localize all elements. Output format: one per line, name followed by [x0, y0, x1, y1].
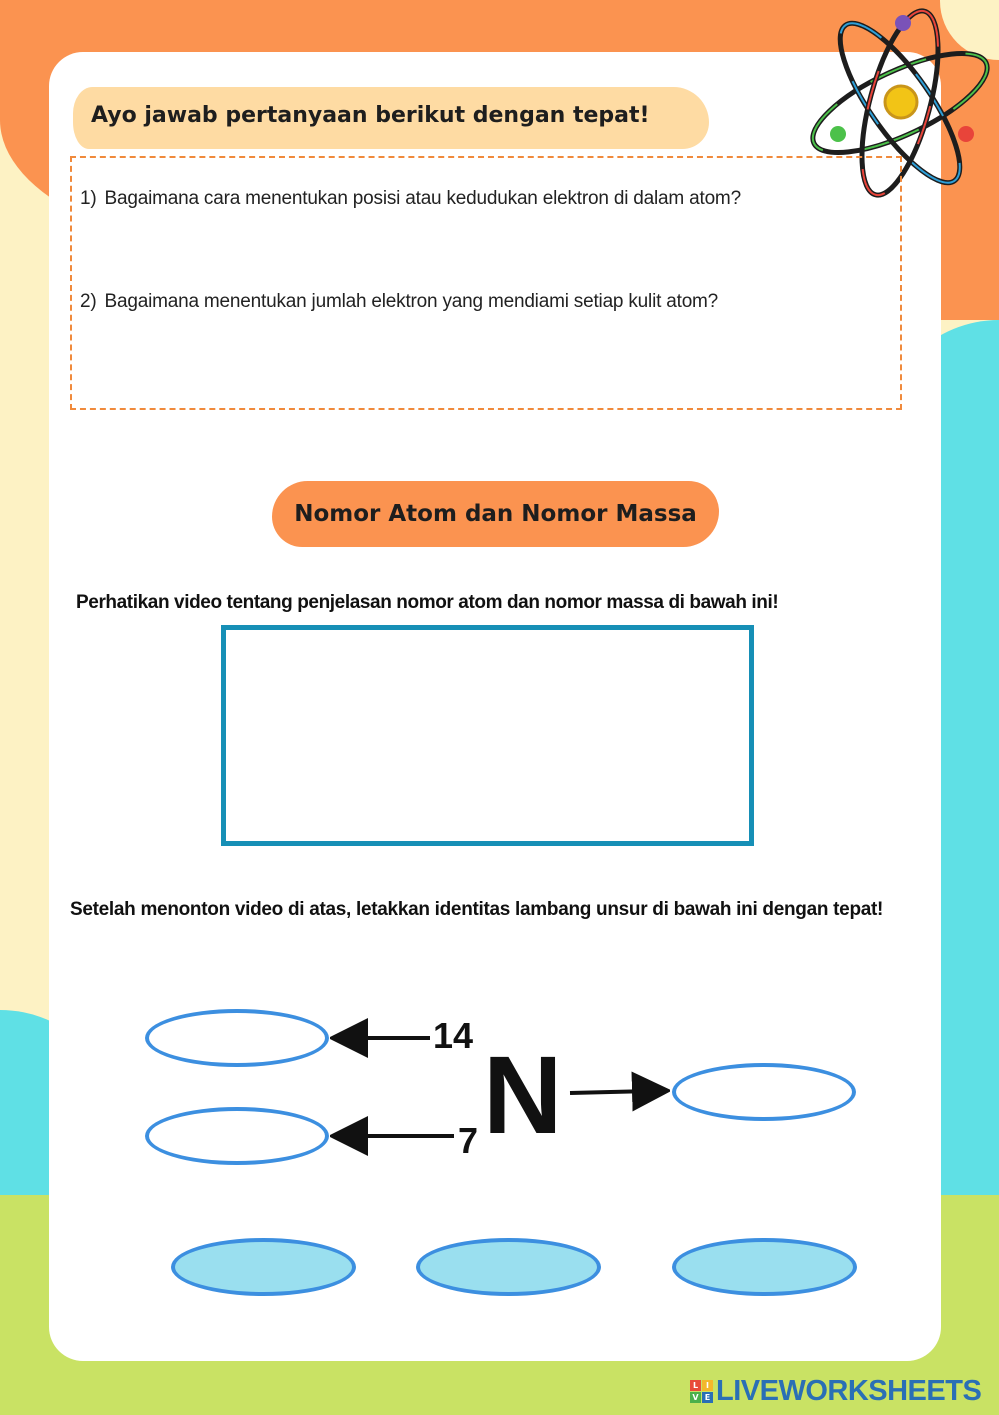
section-title: Nomor Atom dan Nomor Massa: [272, 481, 719, 547]
drop-target-mass-number[interactable]: [145, 1009, 329, 1067]
mass-number-label: 14: [433, 1015, 474, 1056]
question-1: [80, 188, 741, 210]
liveworksheets-wordmark: LIVEWORKSHEETS: [716, 1374, 982, 1407]
liveworksheets-logo: [690, 1373, 981, 1409]
question-2: [80, 291, 718, 313]
element-notation-diagram: [330, 1010, 670, 1170]
answer-chip-3[interactable]: [672, 1238, 857, 1296]
video-player[interactable]: [221, 625, 754, 846]
atomic-number-label: 7: [458, 1120, 479, 1161]
answer-chip-1[interactable]: [171, 1238, 356, 1296]
drop-target-symbol[interactable]: [672, 1063, 856, 1121]
question-2-number: 2): [80, 291, 97, 312]
questions-header: Ayo jawab pertanyaan berikut dengan tepat!: [73, 87, 709, 149]
video-instruction: Perhatikan video tentang penjelasan nomor atom dan nomor massa di bawah ini!: [76, 592, 779, 613]
arrow-symbol: [570, 1091, 652, 1093]
answer-chip-2[interactable]: [416, 1238, 601, 1296]
liveworksheets-grid-icon: L I V E: [690, 1380, 713, 1403]
question-1-text: Bagaimana cara menentukan posisi atau kedudukan elektron di dalam atom?: [104, 188, 741, 209]
drop-target-atomic-number[interactable]: [145, 1107, 329, 1165]
questions-box: [70, 156, 902, 410]
question-2-text: Bagaimana menentukan jumlah elektron yang mendiami setiap kulit atom?: [104, 291, 719, 312]
element-symbol: N: [483, 1034, 563, 1157]
question-1-number: 1): [80, 188, 97, 209]
task-instruction: Setelah menonton video di atas, letakkan identitas lambang unsur di bawah ini dengan tepat!: [70, 899, 884, 920]
